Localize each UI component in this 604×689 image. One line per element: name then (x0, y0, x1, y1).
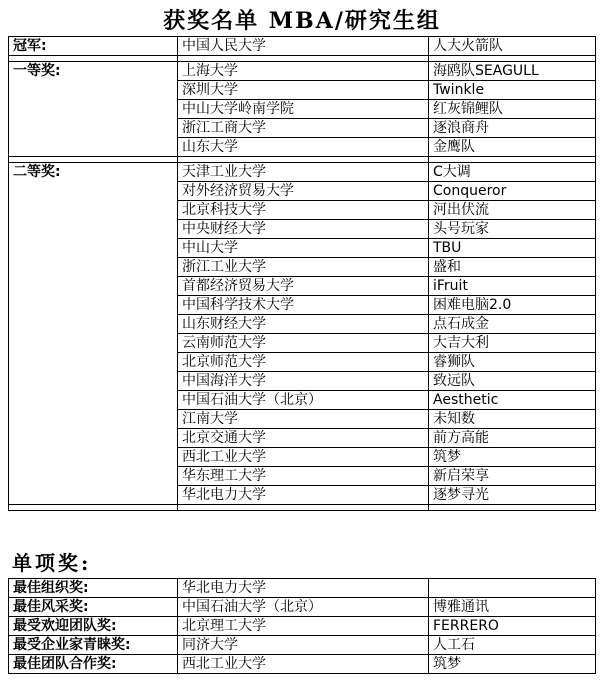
single-awards-title: 单项奖: (12, 551, 92, 575)
school-cell: 天津工业大学 (178, 163, 429, 182)
gap-cell (178, 505, 429, 511)
school-cell: 中国石油大学（北京） (178, 598, 429, 617)
gap-cell (9, 505, 178, 511)
award-name-cell: 最受企业家青睐奖: (9, 636, 178, 655)
team-cell: 点石成金 (429, 315, 596, 334)
team-cell: 人工石 (429, 636, 596, 655)
table-row (9, 617, 596, 636)
table-row (9, 163, 596, 182)
school-cell: 中国科学技术大学 (178, 296, 429, 315)
team-cell: 金鹰队 (429, 138, 596, 157)
school-cell: 山东财经大学 (178, 315, 429, 334)
school-cell: 西北工业大学 (178, 448, 429, 467)
school-cell: 北京科技大学 (178, 201, 429, 220)
team-cell: 前方高能 (429, 429, 596, 448)
school-cell: 中国人民大学 (178, 37, 429, 56)
team-cell: iFruit (429, 277, 596, 296)
award-name-cell: 最佳风采奖: (9, 598, 178, 617)
team-cell: FERRERO (429, 617, 596, 636)
award-name-cell: 最佳组织奖: (9, 579, 178, 598)
first-prize-label: 一等奖: (9, 62, 178, 157)
team-cell: C大调 (429, 163, 596, 182)
team-cell (429, 579, 596, 598)
school-cell: 云南师范大学 (178, 334, 429, 353)
school-cell: 浙江工业大学 (178, 258, 429, 277)
school-cell: 华北电力大学 (178, 486, 429, 505)
team-cell: TBU (429, 239, 596, 258)
champion-label: 冠军: (9, 37, 178, 56)
team-cell: 筑梦 (429, 655, 596, 674)
table-row (9, 37, 596, 56)
gap-cell (429, 505, 596, 511)
school-cell: 中央财经大学 (178, 220, 429, 239)
team-cell: Aesthetic (429, 391, 596, 410)
school-cell: 山东大学 (178, 138, 429, 157)
team-cell: 逐梦寻光 (429, 486, 596, 505)
school-cell: 上海大学 (178, 62, 429, 81)
team-cell: 逐浪商舟 (429, 119, 596, 138)
team-cell: 睿狮队 (429, 353, 596, 372)
main-awards-body (9, 37, 596, 511)
team-cell: 筑梦 (429, 448, 596, 467)
team-cell: 盛和 (429, 258, 596, 277)
school-cell: 浙江工商大学 (178, 119, 429, 138)
team-cell: Conqueror (429, 182, 596, 201)
table-row (9, 579, 596, 598)
school-cell: 中国石油大学（北京） (178, 391, 429, 410)
team-cell: 新启荣享 (429, 467, 596, 486)
school-cell: 首都经济贸易大学 (178, 277, 429, 296)
team-cell: 致远队 (429, 372, 596, 391)
team-cell: 未知数 (429, 410, 596, 429)
school-cell: 深圳大学 (178, 81, 429, 100)
team-cell: 河出伏流 (429, 201, 596, 220)
main-awards-table (8, 36, 596, 511)
team-cell: 头号玩家 (429, 220, 596, 239)
team-cell: 人大火箭队 (429, 37, 596, 56)
single-awards-body (9, 579, 596, 674)
table-row (9, 598, 596, 617)
team-cell: 红灰锦鲤队 (429, 100, 596, 119)
table-gap-row (9, 505, 596, 511)
school-cell: 北京理工大学 (178, 617, 429, 636)
team-cell: 博雅通讯 (429, 598, 596, 617)
team-cell: Twinkle (429, 81, 596, 100)
award-name-cell: 最佳团队合作奖: (9, 655, 178, 674)
school-cell: 江南大学 (178, 410, 429, 429)
school-cell: 华东理工大学 (178, 467, 429, 486)
school-cell: 中山大学岭南学院 (178, 100, 429, 119)
page-title: 获奖名单 MBA/研究生组 (163, 8, 441, 34)
table-row (9, 62, 596, 81)
team-cell: 困难电脑2.0 (429, 296, 596, 315)
award-name-cell: 最受欢迎团队奖: (9, 617, 178, 636)
team-cell: 大吉大利 (429, 334, 596, 353)
single-awards-table (8, 578, 596, 674)
school-cell: 北京师范大学 (178, 353, 429, 372)
second-prize-label: 二等奖: (9, 163, 178, 505)
school-cell: 对外经济贸易大学 (178, 182, 429, 201)
school-cell: 北京交通大学 (178, 429, 429, 448)
school-cell: 中山大学 (178, 239, 429, 258)
table-row (9, 636, 596, 655)
school-cell: 同济大学 (178, 636, 429, 655)
team-cell: 海鸥队SEAGULL (429, 62, 596, 81)
school-cell: 华北电力大学 (178, 579, 429, 598)
school-cell: 中国海洋大学 (178, 372, 429, 391)
table-row (9, 655, 596, 674)
school-cell: 西北工业大学 (178, 655, 429, 674)
